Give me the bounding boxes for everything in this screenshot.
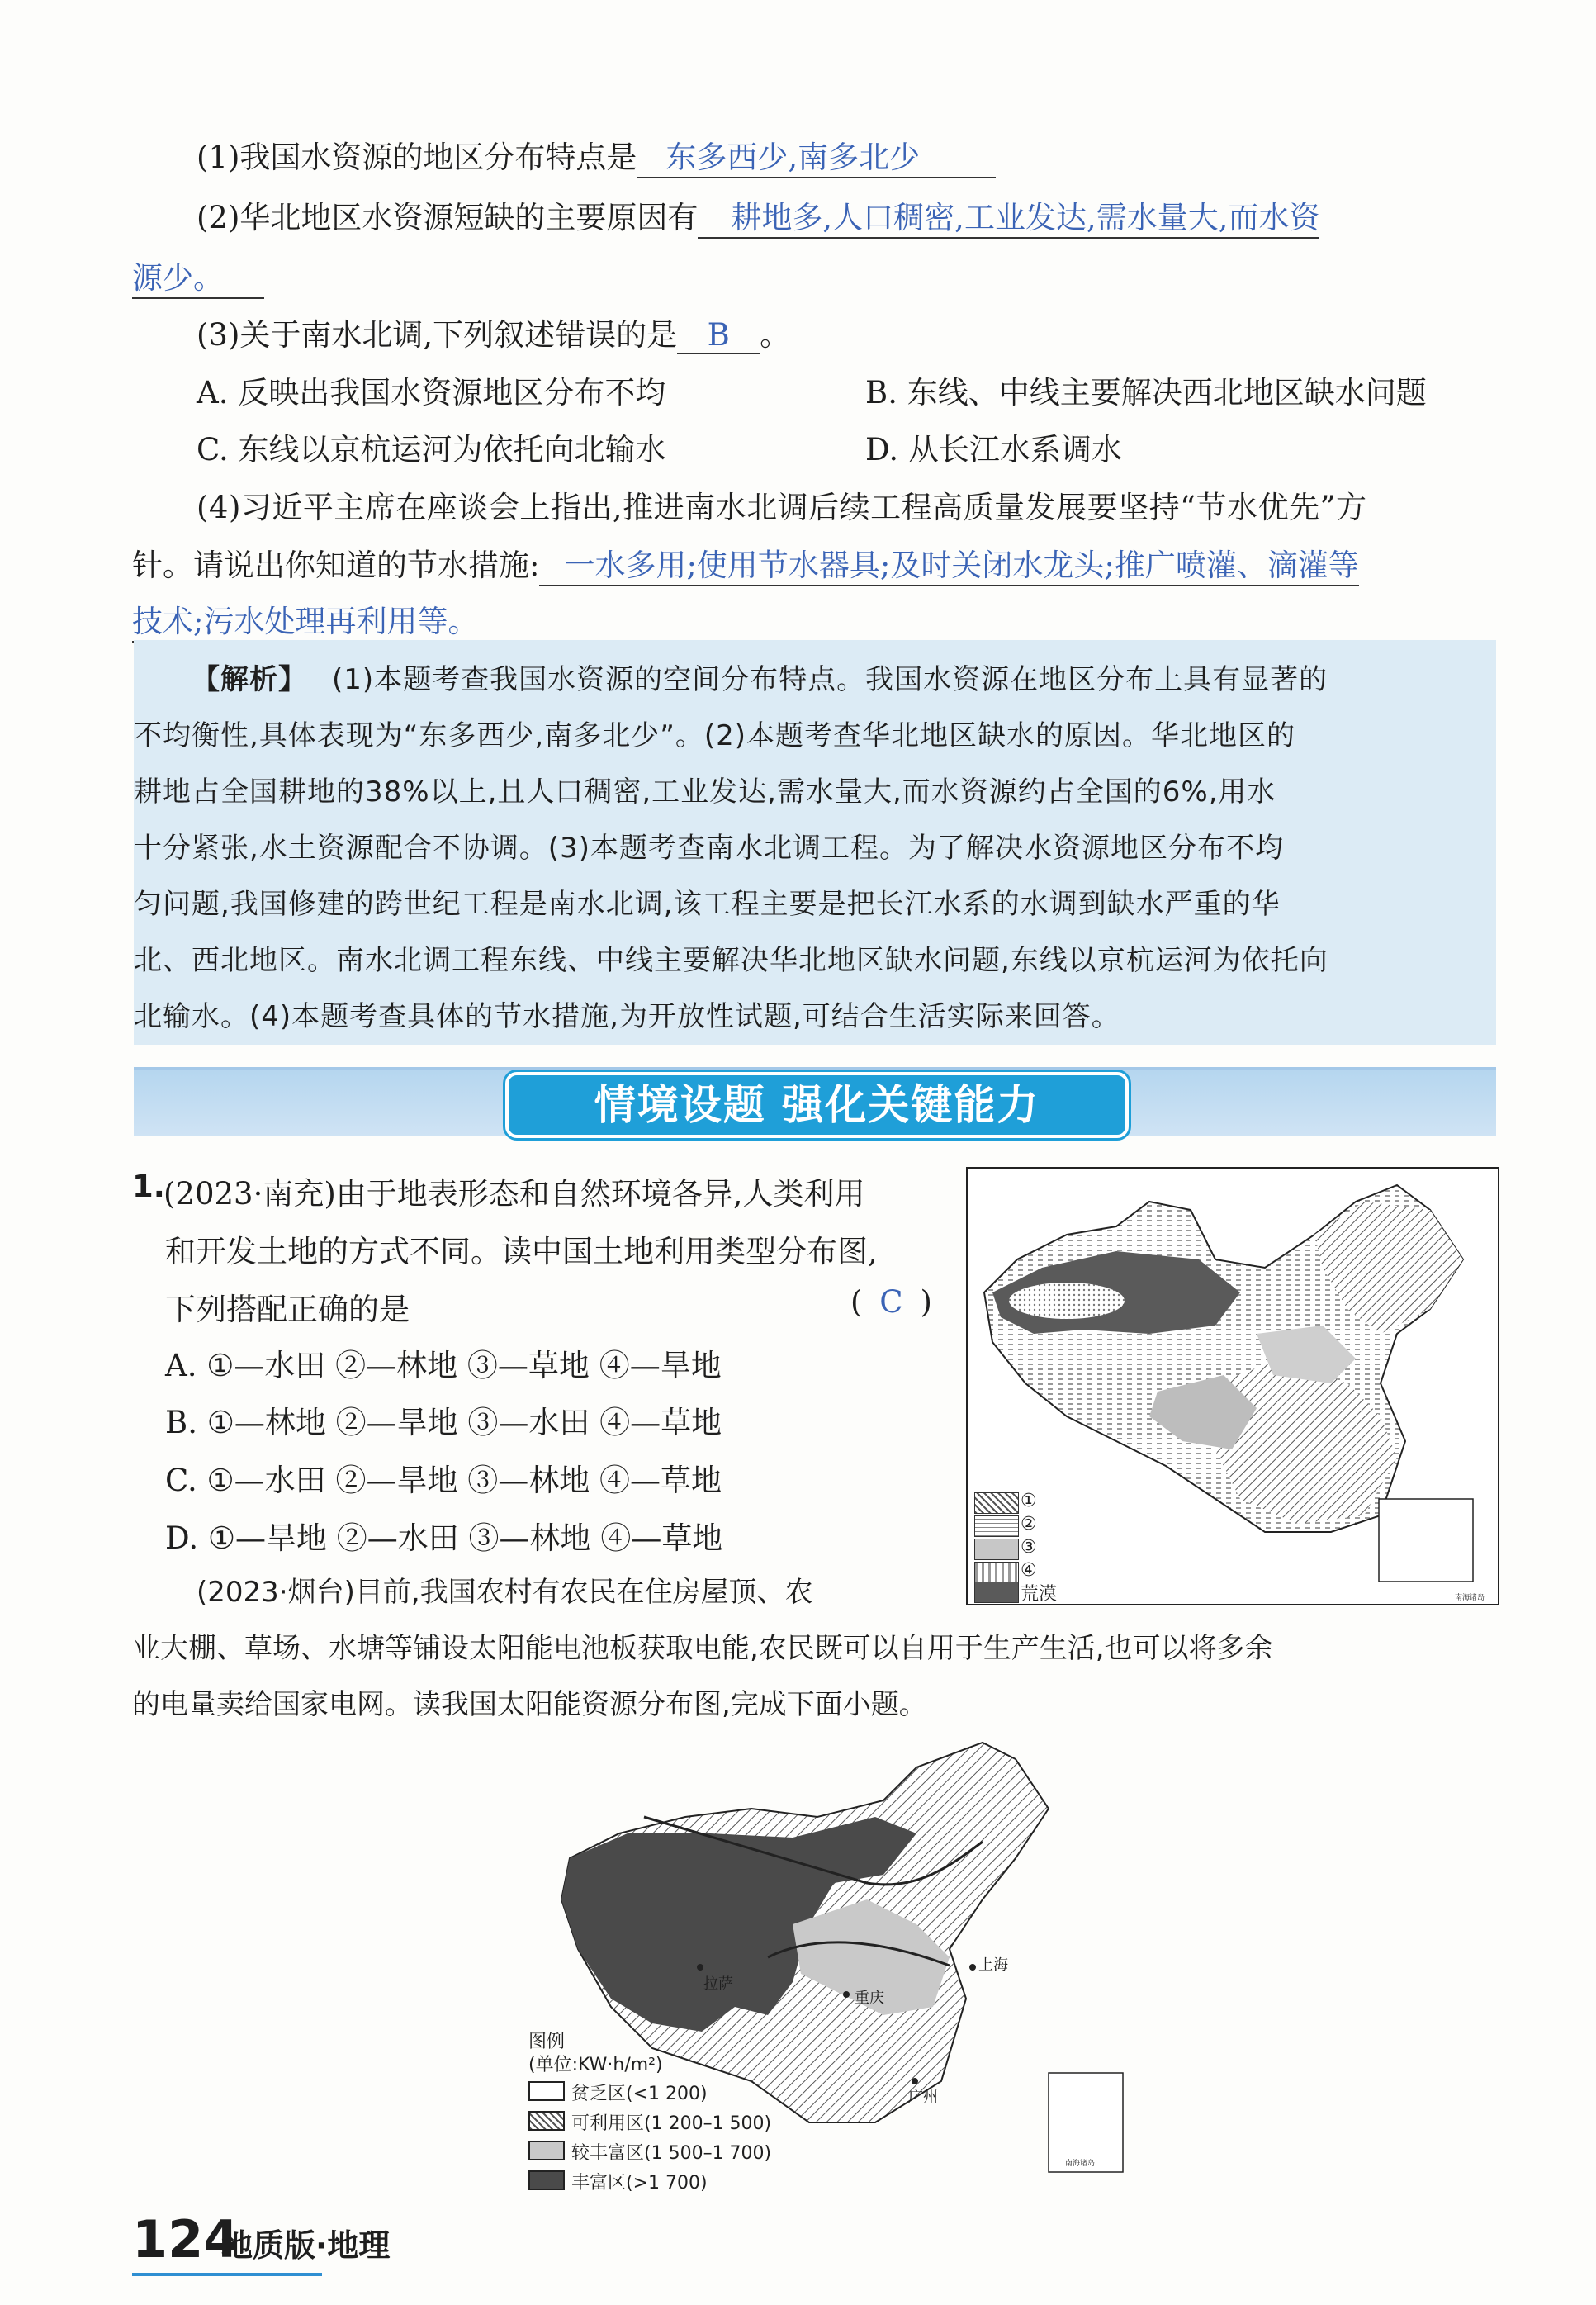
- option-b: B. 东线、中线主要解决西北地区缺水问题: [865, 375, 1427, 410]
- solar-legend-swatch-rich: [528, 2170, 565, 2190]
- land-use-map-graphic: [968, 1169, 1498, 1604]
- city-chongqing-dot: [843, 1991, 850, 1998]
- solar-intro-line2: 业大棚、草场、水塘等铺设太阳能电池板获取电能,农民既可以自用于生产生活,也可以将多余: [132, 1632, 1273, 1665]
- legend-swatch-2: [974, 1515, 1019, 1537]
- legend-label-3: ③: [1021, 1537, 1037, 1558]
- option-d: D. 从长江水系调水: [865, 432, 1122, 467]
- explanation-line: 匀问题,我国修建的跨世纪工程是南水北调,该工程主要是把长江水系的水调到缺水严重的华: [134, 888, 1281, 921]
- explanation-tag: 【解析】: [192, 663, 307, 696]
- page-number: 124: [132, 2209, 239, 2269]
- q-prev-part4-line1: (4)习近平主席在座谈会上指出,推进南水北调后续工程高质量发展要坚持“节水优先”方: [197, 490, 1367, 525]
- legend-swatch-5: [974, 1582, 1019, 1603]
- solar-legend-fairly-rich: 较丰富区(1 500–1 700): [571, 2143, 772, 2164]
- answer-part4-line2: 技术;污水处理再利用等。: [132, 596, 545, 643]
- explanation-line: 不均衡性,具体表现为“东多西少,南多北少”。(2)本题考查华北地区缺水的原因。华北地区的: [134, 719, 1296, 752]
- q-prev-part1: (1)我国水资源的地区分布特点是 东多西少,南多北少: [197, 132, 996, 178]
- explanation-line: (1)本题考查我国水资源的空间分布特点。我国水资源在地区分布上具有显著的: [332, 663, 1328, 696]
- explanation-line: 北输水。(4)本题考查具体的节水措施,为开放性试题,可结合生活实际来回答。: [134, 1000, 1120, 1033]
- solar-legend-rich: 丰富区(>1 700): [571, 2173, 708, 2194]
- q1-option-d: D. ①—旱地 ②—水田 ③—林地 ④—草地: [165, 1520, 723, 1556]
- city-lhasa: 拉萨: [703, 1975, 733, 1993]
- solar-legend-usable: 可利用区(1 200–1 500): [571, 2113, 772, 2134]
- solar-intro-line3: 的电量卖给国家电网。读我国太阳能资源分布图,完成下面小题。: [132, 1688, 927, 1721]
- answer-part2-line2: 源少。: [132, 253, 264, 299]
- explanation-line: 十分紧张,水土资源配合不协调。(3)本题考查南水北调工程。为了解决水资源地区分布不均: [134, 832, 1284, 865]
- solar-legend-unit: (单位:KW·h/m²): [528, 2055, 663, 2075]
- city-chongqing: 重庆: [855, 1990, 884, 2007]
- solar-legend-swatch-usable: [528, 2111, 565, 2131]
- solar-legend-swatch-fairly-rich: [528, 2141, 565, 2160]
- legend-label-2: ②: [1021, 1514, 1037, 1534]
- solar-legend-poor: 贫乏区(<1 200): [571, 2084, 708, 2104]
- legend-label-5: 荒漠: [1021, 1584, 1058, 1605]
- q1-answer: C: [879, 1284, 903, 1320]
- q-prev-part2: (2)华北地区水资源短缺的主要原因有 耕地多,人口稠密,工业发达,需水量大,而水资: [197, 192, 1319, 239]
- q1-line1: (2023·南充)由于地表形态和自然环境各异,人类利用: [163, 1176, 865, 1212]
- q-prev-part4-line3: [132, 596, 545, 643]
- city-shanghai-dot: [969, 1964, 976, 1971]
- q1-number: 1.: [132, 1169, 165, 1204]
- legend-label-4: ④: [1021, 1560, 1037, 1581]
- city-lhasa-dot: [697, 1964, 703, 1971]
- q1-option-b: B. ①—林地 ②—旱地 ③—水田 ④—草地: [165, 1405, 722, 1440]
- legend-label-1: ①: [1021, 1491, 1037, 1511]
- option-c: C. 东线以京杭运河为依托向北输水: [197, 432, 666, 467]
- city-guangzhou: 广州: [908, 2089, 938, 2106]
- solar-legend-title: 图例: [528, 2032, 566, 2052]
- solar-intro-line1: (2023·烟台)目前,我国农村有农民在住房屋顶、农: [197, 1576, 813, 1609]
- basin-region: [1009, 1283, 1125, 1319]
- explanation-box: [134, 640, 1496, 1045]
- q1-line2: 和开发土地的方式不同。读中国土地利用类型分布图,: [165, 1234, 878, 1269]
- legend-swatch-4: [974, 1562, 1019, 1583]
- city-shanghai: 上海: [978, 1956, 1008, 1974]
- inset-box: [1379, 1499, 1473, 1582]
- q1-line3: 下列搭配正确的是: [165, 1292, 410, 1327]
- explanation-line: 北、西北地区。南水北调工程东线、中线主要解决华北地区缺水问题,东线以京杭运河为依托向: [134, 944, 1328, 977]
- q1-answer-paren: ( C ): [850, 1284, 932, 1320]
- q-prev-part2-line2: [132, 253, 264, 299]
- book-title: 地质版·地理: [221, 2227, 391, 2264]
- answer-part1: 东多西少,南多北少: [637, 132, 996, 178]
- answer-part4-line1: 一水多用;使用节水器具;及时关闭水龙头;推广喷灌、滴灌等: [539, 540, 1358, 586]
- q1-option-a: A. ①—水田 ②—林地 ③—草地 ④—旱地: [165, 1348, 722, 1383]
- q1-option-c: C. ①—水田 ②—旱地 ③—林地 ④—草地: [165, 1463, 722, 1498]
- land-use-map: [966, 1167, 1499, 1605]
- footer-rule: [132, 2273, 322, 2276]
- solar-legend-swatch-poor: [528, 2081, 565, 2101]
- inset-label: 南海诸岛: [1455, 1594, 1485, 1602]
- option-a: A. 反映出我国水资源地区分布不均: [197, 375, 666, 410]
- legend-swatch-3: [974, 1539, 1019, 1560]
- solar-inset-label: 南海诸岛: [1065, 2160, 1096, 2168]
- answer-part3: B: [677, 317, 760, 354]
- section-title: 情境设题 强化关键能力: [594, 1081, 1040, 1129]
- explanation-line: 耕地占全国耕地的38%以上,且人口稠密,工业发达,需水量大,而水资源约占全国的6%,用水: [134, 775, 1276, 809]
- q-prev-part3: (3)关于南水北调,下列叙述错误的是 B 。: [197, 317, 791, 353]
- q-prev-part4-line2: 针。请说出你知道的节水措施: 一水多用;使用节水器具;及时关闭水龙头;推广喷灌、滴灌等: [132, 540, 1359, 586]
- city-guangzhou-dot: [912, 2078, 918, 2084]
- legend-swatch-1: [974, 1492, 1019, 1514]
- answer-part2-line1: 耕地多,人口稠密,工业发达,需水量大,而水资: [698, 192, 1319, 239]
